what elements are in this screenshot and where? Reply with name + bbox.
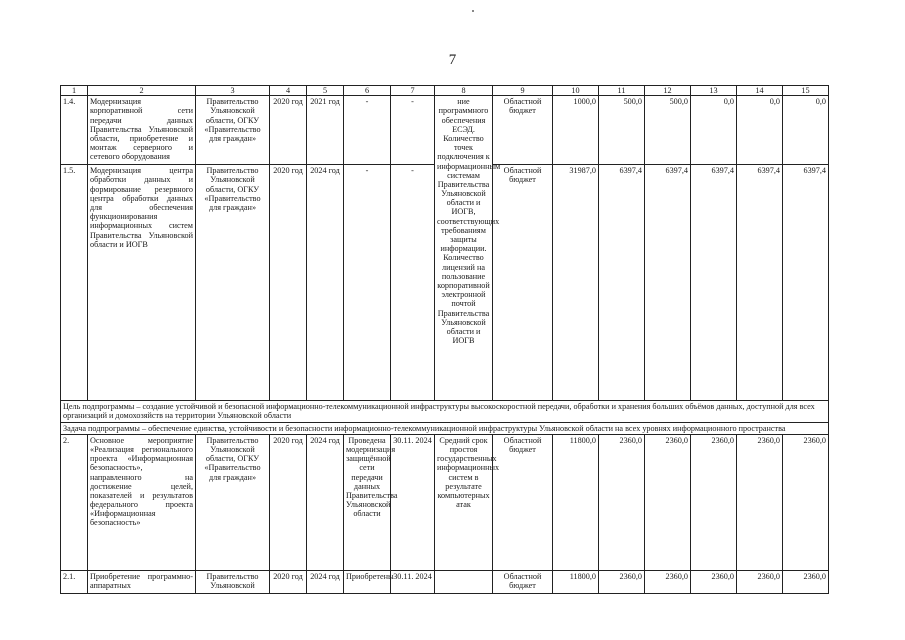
header-cell: 5 [307,86,344,96]
header-cell: 9 [493,86,553,96]
row-number: 2. [61,434,88,570]
end-year: 2024 год [307,570,344,593]
result-cell: - [344,96,391,165]
total-amount: 11800,0 [553,570,599,593]
year-amount: 0,0 [691,96,737,165]
row-number: 1.5. [61,165,88,401]
header-cell: 14 [737,86,783,96]
task-row [61,422,829,434]
header-cell: 7 [391,86,435,96]
measure-name: Приобретение программно-аппаратных [88,570,196,593]
indicators-cell: ние программного обеспечения ЕСЭД. Количество точек подключения к информационным системам Правительства Ульяновской области и ИОГВ, соответствующих требованиям защиты информации. Количество лицензий на пользование корпоративной электронной почтой Правительства Ульяновской области и ИОГВ [435,96,493,401]
year-amount: 2360,0 [691,434,737,570]
result-cell: Приобретены [344,570,391,593]
start-year: 2020 год [270,570,307,593]
year-amount: 0,0 [737,96,783,165]
document-body [60,85,832,640]
header-cell: 2 [88,86,196,96]
table-row-2 [61,434,829,570]
year-amount: 2360,0 [645,570,691,593]
indicators-cell [435,570,493,593]
year-amount: 2360,0 [737,570,783,593]
executor: Правительство Ульяновской области, ОГКУ «Правительство для граждан» [196,96,270,165]
header-cell: 3 [196,86,270,96]
scan-speck [472,10,474,12]
year-amount: 2360,0 [737,434,783,570]
measure-name: Модернизация центра обработки данных и формирование резервного центра обработки данных для обеспечения функционирования информационных систем Правительства Ульяновской области и ИОГВ [88,165,196,401]
end-year: 2024 год [307,165,344,401]
header-row [61,86,829,96]
header-cell: 15 [783,86,829,96]
start-year: 2020 год [270,96,307,165]
year-amount: 6397,4 [645,165,691,401]
header-cell: 11 [599,86,645,96]
measure-name: Модернизация корпоративной сети передачи данных Правительства Ульяновской области, приобретение и монтаж серверного и сетевого оборудования [88,96,196,165]
page-number: 7 [448,52,457,68]
year-amount: 6397,4 [691,165,737,401]
funding-source: Областной бюджет [493,96,553,165]
budget-table [60,85,829,594]
funding-source: Областной бюджет [493,434,553,570]
executor: Правительство Ульяновской области, ОГКУ «Правительство для граждан» [196,165,270,401]
year-amount: 2360,0 [599,434,645,570]
year-amount: 2360,0 [645,434,691,570]
subprogram-goal: Цель подпрограммы – создание устойчивой и безопасной информационно-телекоммуникационной инфраструктуры высокоскоростной передачи, обработки и хранения больших объёмов данных, доступной для всех организаций и домохозяйств на территории Ульяновской области [61,401,829,422]
row-number: 2.1. [61,570,88,593]
header-cell: 8 [435,86,493,96]
header-cell: 1 [61,86,88,96]
year-amount: 6397,4 [599,165,645,401]
deadline-cell: 30.11. 2024 [391,434,435,570]
goal-row [61,401,829,422]
header-cell: 12 [645,86,691,96]
start-year: 2020 год [270,165,307,401]
year-amount: 500,0 [645,96,691,165]
header-cell: 4 [270,86,307,96]
header-cell: 10 [553,86,599,96]
header-cell: 13 [691,86,737,96]
deadline-cell: - [391,96,435,165]
result-cell: - [344,165,391,401]
row-number: 1.4. [61,96,88,165]
deadline-cell: - [391,165,435,401]
result-cell: Проведена модернизация защищённой сети передачи данных Правительства Ульяновской области [344,434,391,570]
indicators-cell: Средний срок простоя государственных информационных систем в результате компьютерных атак [435,434,493,570]
total-amount: 1000,0 [553,96,599,165]
year-amount: 0,0 [783,96,829,165]
funding-source: Областной бюджет [493,570,553,593]
total-amount: 31987,0 [553,165,599,401]
header-cell: 6 [344,86,391,96]
executor: Правительство Ульяновской области, ОГКУ «Правительство для граждан» [196,434,270,570]
end-year: 2024 год [307,434,344,570]
year-amount: 2360,0 [783,434,829,570]
table-row-2-1 [61,570,829,593]
year-amount: 6397,4 [737,165,783,401]
year-amount: 2360,0 [599,570,645,593]
total-amount: 11800,0 [553,434,599,570]
year-amount: 500,0 [599,96,645,165]
year-amount: 2360,0 [783,570,829,593]
executor: Правительство Ульяновской [196,570,270,593]
start-year: 2020 год [270,434,307,570]
deadline-cell: 30.11. 2024 [391,570,435,593]
year-amount: 6397,4 [783,165,829,401]
end-year: 2021 год [307,96,344,165]
table-row-1-4 [61,96,829,165]
funding-source: Областной бюджет [493,165,553,401]
subprogram-task: Задача подпрограммы – обеспечение единства, устойчивости и безопасности информационно-телекоммуникационной инфраструктуры Ульяновской области на всех уровнях информационного пространства [61,422,829,434]
year-amount: 2360,0 [691,570,737,593]
measure-name: Основное мероприятие «Реализация регионального проекта «Информационная безопасность», направленного на достижение целей, показателей и результатов федерального проекта «Информационная безопасность» [88,434,196,570]
